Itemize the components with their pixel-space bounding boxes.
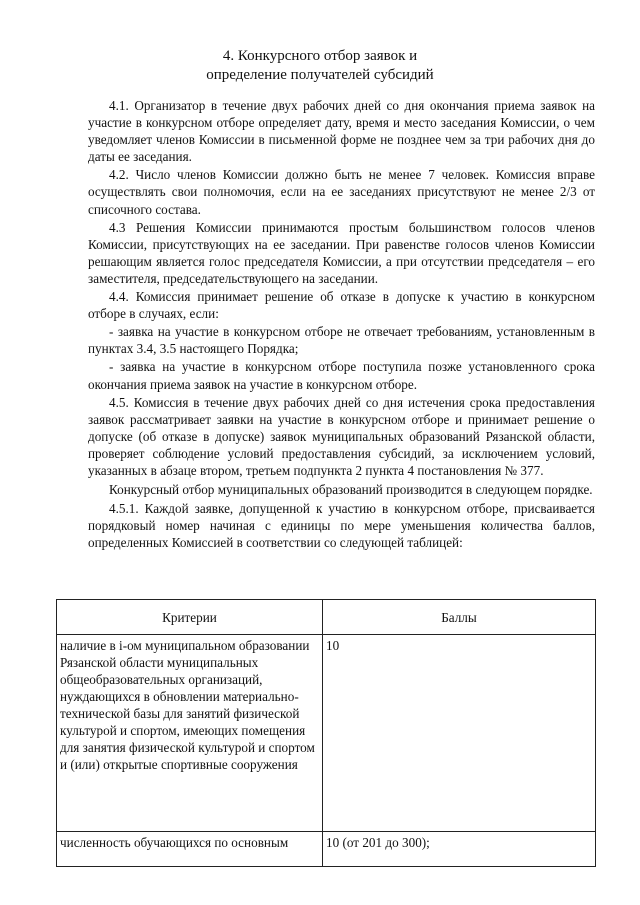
document-body — [88, 97, 595, 551]
paragraph-4-1: 4.1. Организатор в течение двух рабочих дней со дня окончания приема заявок на участие в конкурсном отборе определяет дату, время и место заседания Комиссии, о чем уведомляет членов Комиссии в письменной форме не позднее чем за три рабочих дня до даты ее заседания. — [88, 98, 595, 165]
paragraph-4-4: 4.4. Комиссия принимает решение об отказе в допуске к участию в конкурсном отборе в случаях, если: — [88, 289, 595, 322]
points-cell: 10 (от 201 до 300); — [322, 832, 595, 867]
points-cell: 10 — [322, 635, 595, 832]
table-row — [57, 832, 596, 867]
criterion-cell: наличие в i-ом муниципальном образовании Рязанской области муниципальных общеобразовательных организаций, нуждающихся в обновлении материально-технической базы для занятий физической культурой и спортом, имеющих помещения для занятия физической культурой и спортом и (или) открытые спортивные сооружения — [57, 635, 323, 832]
section-title-line-1: 4. Конкурсного отбор заявок и — [222, 48, 418, 64]
section-title-line-2: определение получателей субсидий — [206, 67, 434, 83]
header-points: Баллы — [322, 600, 595, 635]
header-criteria: Критерии — [57, 600, 323, 635]
paragraph-4-5: 4.5. Комиссия в течение двух рабочих дней со дня истечения срока предоставления заявок рассматривает заявки на участие в конкурсном отборе и принимает решение о допуске (об отказе в допуске) заявок муниципальных образований Рязанской области, проверяет соблюдение условий предоставления субсидий, за исключением условий, указанных в абзаце втором, третьем подпункта 2 пункта 4 постановления № 377. — [88, 394, 595, 478]
table-header-row — [57, 600, 596, 635]
paragraph-selection-order: Конкурсный отбор муниципальных образований производится в следующем порядке. — [109, 482, 593, 498]
criterion-cell: численность обучающихся по основным — [57, 832, 323, 867]
paragraph-4-5-1: 4.5.1. Каждой заявке, допущенной к участию в конкурсном отборе, присваивается порядковый номер начиная с единицы по мере уменьшения количества баллов, определенных Комиссией в соответствии со следующей таблицей: — [88, 501, 595, 551]
table-row — [57, 635, 596, 832]
criteria-table — [56, 599, 596, 867]
paragraph-4-3: 4.3 Решения Комиссии принимаются простым большинством голосов членов Комиссии, присутствующих на ее заседании. При равенстве голосов членов Комиссии решающим является голос председателя Комиссии, а при отсутствии председателя – его заместителя, председательствующего на заседании. — [88, 219, 595, 286]
paragraph-4-4-item-2: - заявка на участие в конкурсном отборе поступила позже установленного срока окончания приема заявок на участие в конкурсном отборе. — [88, 359, 595, 392]
paragraph-4-4-item-1: - заявка на участие в конкурсном отборе не отвечает требованиям, установленным в пунктах 3.4, 3.5 настоящего Порядка; — [88, 324, 595, 357]
paragraph-4-2: 4.2. Число членов Комиссии должно быть не менее 7 человек. Комиссия вправе осуществлять свои полномочия, если на ее заседаниях присутствуют не менее 2/3 от списочного состава. — [88, 167, 595, 217]
